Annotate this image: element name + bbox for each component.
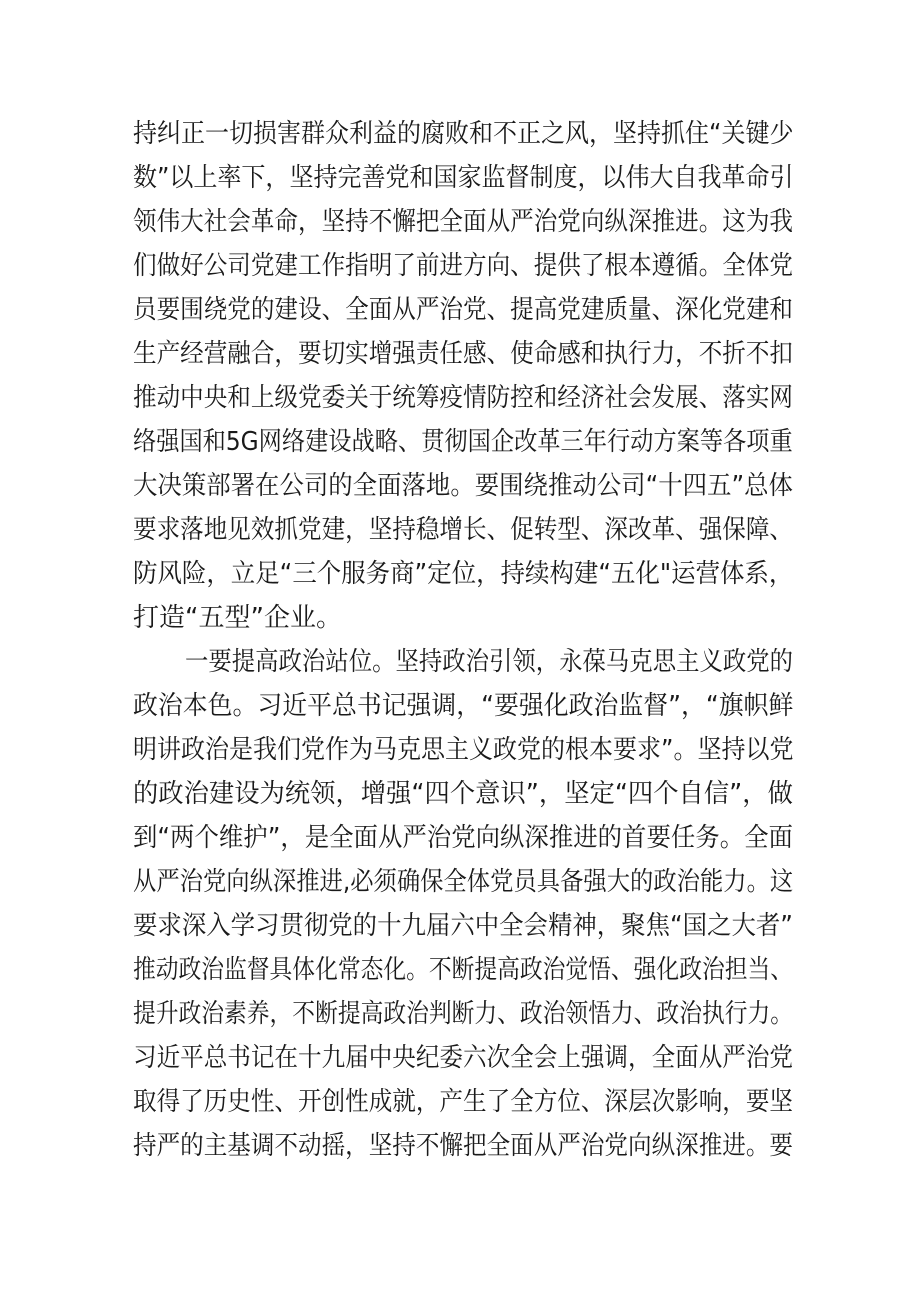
paragraph-line: 推动中央和上级党委关于统筹疫情防控和经济社会发展、落实网 bbox=[133, 383, 794, 413]
paragraph-line: 要求深入学习贯彻党的十九届六中全会精神，聚焦“国之大者” bbox=[133, 911, 793, 941]
paragraph-line: 的政治建设为统领，增强“四个意识”，坚定“四个自信”，做 bbox=[133, 779, 793, 809]
paragraph-line: 持纠正一切损害群众利益的腐败和不正之风，坚持抓住“关键少 bbox=[133, 119, 794, 149]
paragraph-line: 政治本色。习近平总书记强调，“要强化政治监督”，“旗帜鲜 bbox=[133, 691, 794, 721]
paragraph-line: 取得了历史性、开创性成就，产生了全方位、深层次影响，要坚 bbox=[133, 1087, 794, 1117]
paragraph-line: 提升政治素养，不断提高政治判断力、政治领悟力、政治执行力。 bbox=[133, 999, 793, 1029]
paragraph-line: 员要围绕党的建设、全面从严治党、提高党建质量、深化党建和 bbox=[133, 295, 794, 325]
paragraph-line: 领伟大社会革命，坚持不懈把全面从严治党向纵深推进。这为我 bbox=[133, 207, 794, 237]
paragraph-line: 们做好公司党建工作指明了前进方向、提供了根本遵循。全体党 bbox=[133, 251, 794, 281]
paragraph-line: 络强国和5G网络建设战略、贯彻国企改革三年行动方案等各项重 bbox=[133, 427, 793, 457]
paragraph-line: 生产经营融合，要切实增强责任感、使命感和执行力，不折不扣 bbox=[133, 339, 794, 369]
paragraph-line: 从严治党向纵深推进,必须确保全体党员具备强大的政治能力。这 bbox=[133, 867, 794, 897]
paragraph-line: 数”以上率下，坚持完善党和国家监督制度，以伟大自我革命引 bbox=[133, 163, 794, 193]
paragraph-line: 一要提高政治站位。坚持政治引领，永葆马克思主义政党的 bbox=[185, 647, 794, 677]
paragraph-line: 防风险，立足“三个服务商”定位，持续构建“五化"运营体系， bbox=[133, 559, 794, 589]
paragraph-line: 要求落地见效抓党建，坚持稳增长、促转型、深改革、强保障、 bbox=[133, 515, 794, 545]
paragraph-line: 打造“五型”企业。 bbox=[133, 603, 342, 633]
paragraph-line: 明讲政治是我们党作为马克思主义政党的根本要求”。坚持以党 bbox=[133, 735, 794, 765]
paragraph-line: 推动政治监督具体化常态化。不断提高政治觉悟、强化政治担当、 bbox=[133, 955, 793, 985]
paragraph-line: 大决策部署在公司的全面落地。要围绕推动公司“十四五”总体 bbox=[133, 471, 793, 501]
paragraph-line: 持严的主基调不动摇，坚持不懈把全面从严治党向纵深推进。要 bbox=[133, 1131, 794, 1161]
paragraph-line: 到“两个维护”，是全面从严治党向纵深推进的首要任务。全面 bbox=[133, 823, 793, 853]
paragraph-line: 习近平总书记在十九届中央纪委六次全会上强调，全面从严治党 bbox=[133, 1043, 794, 1073]
